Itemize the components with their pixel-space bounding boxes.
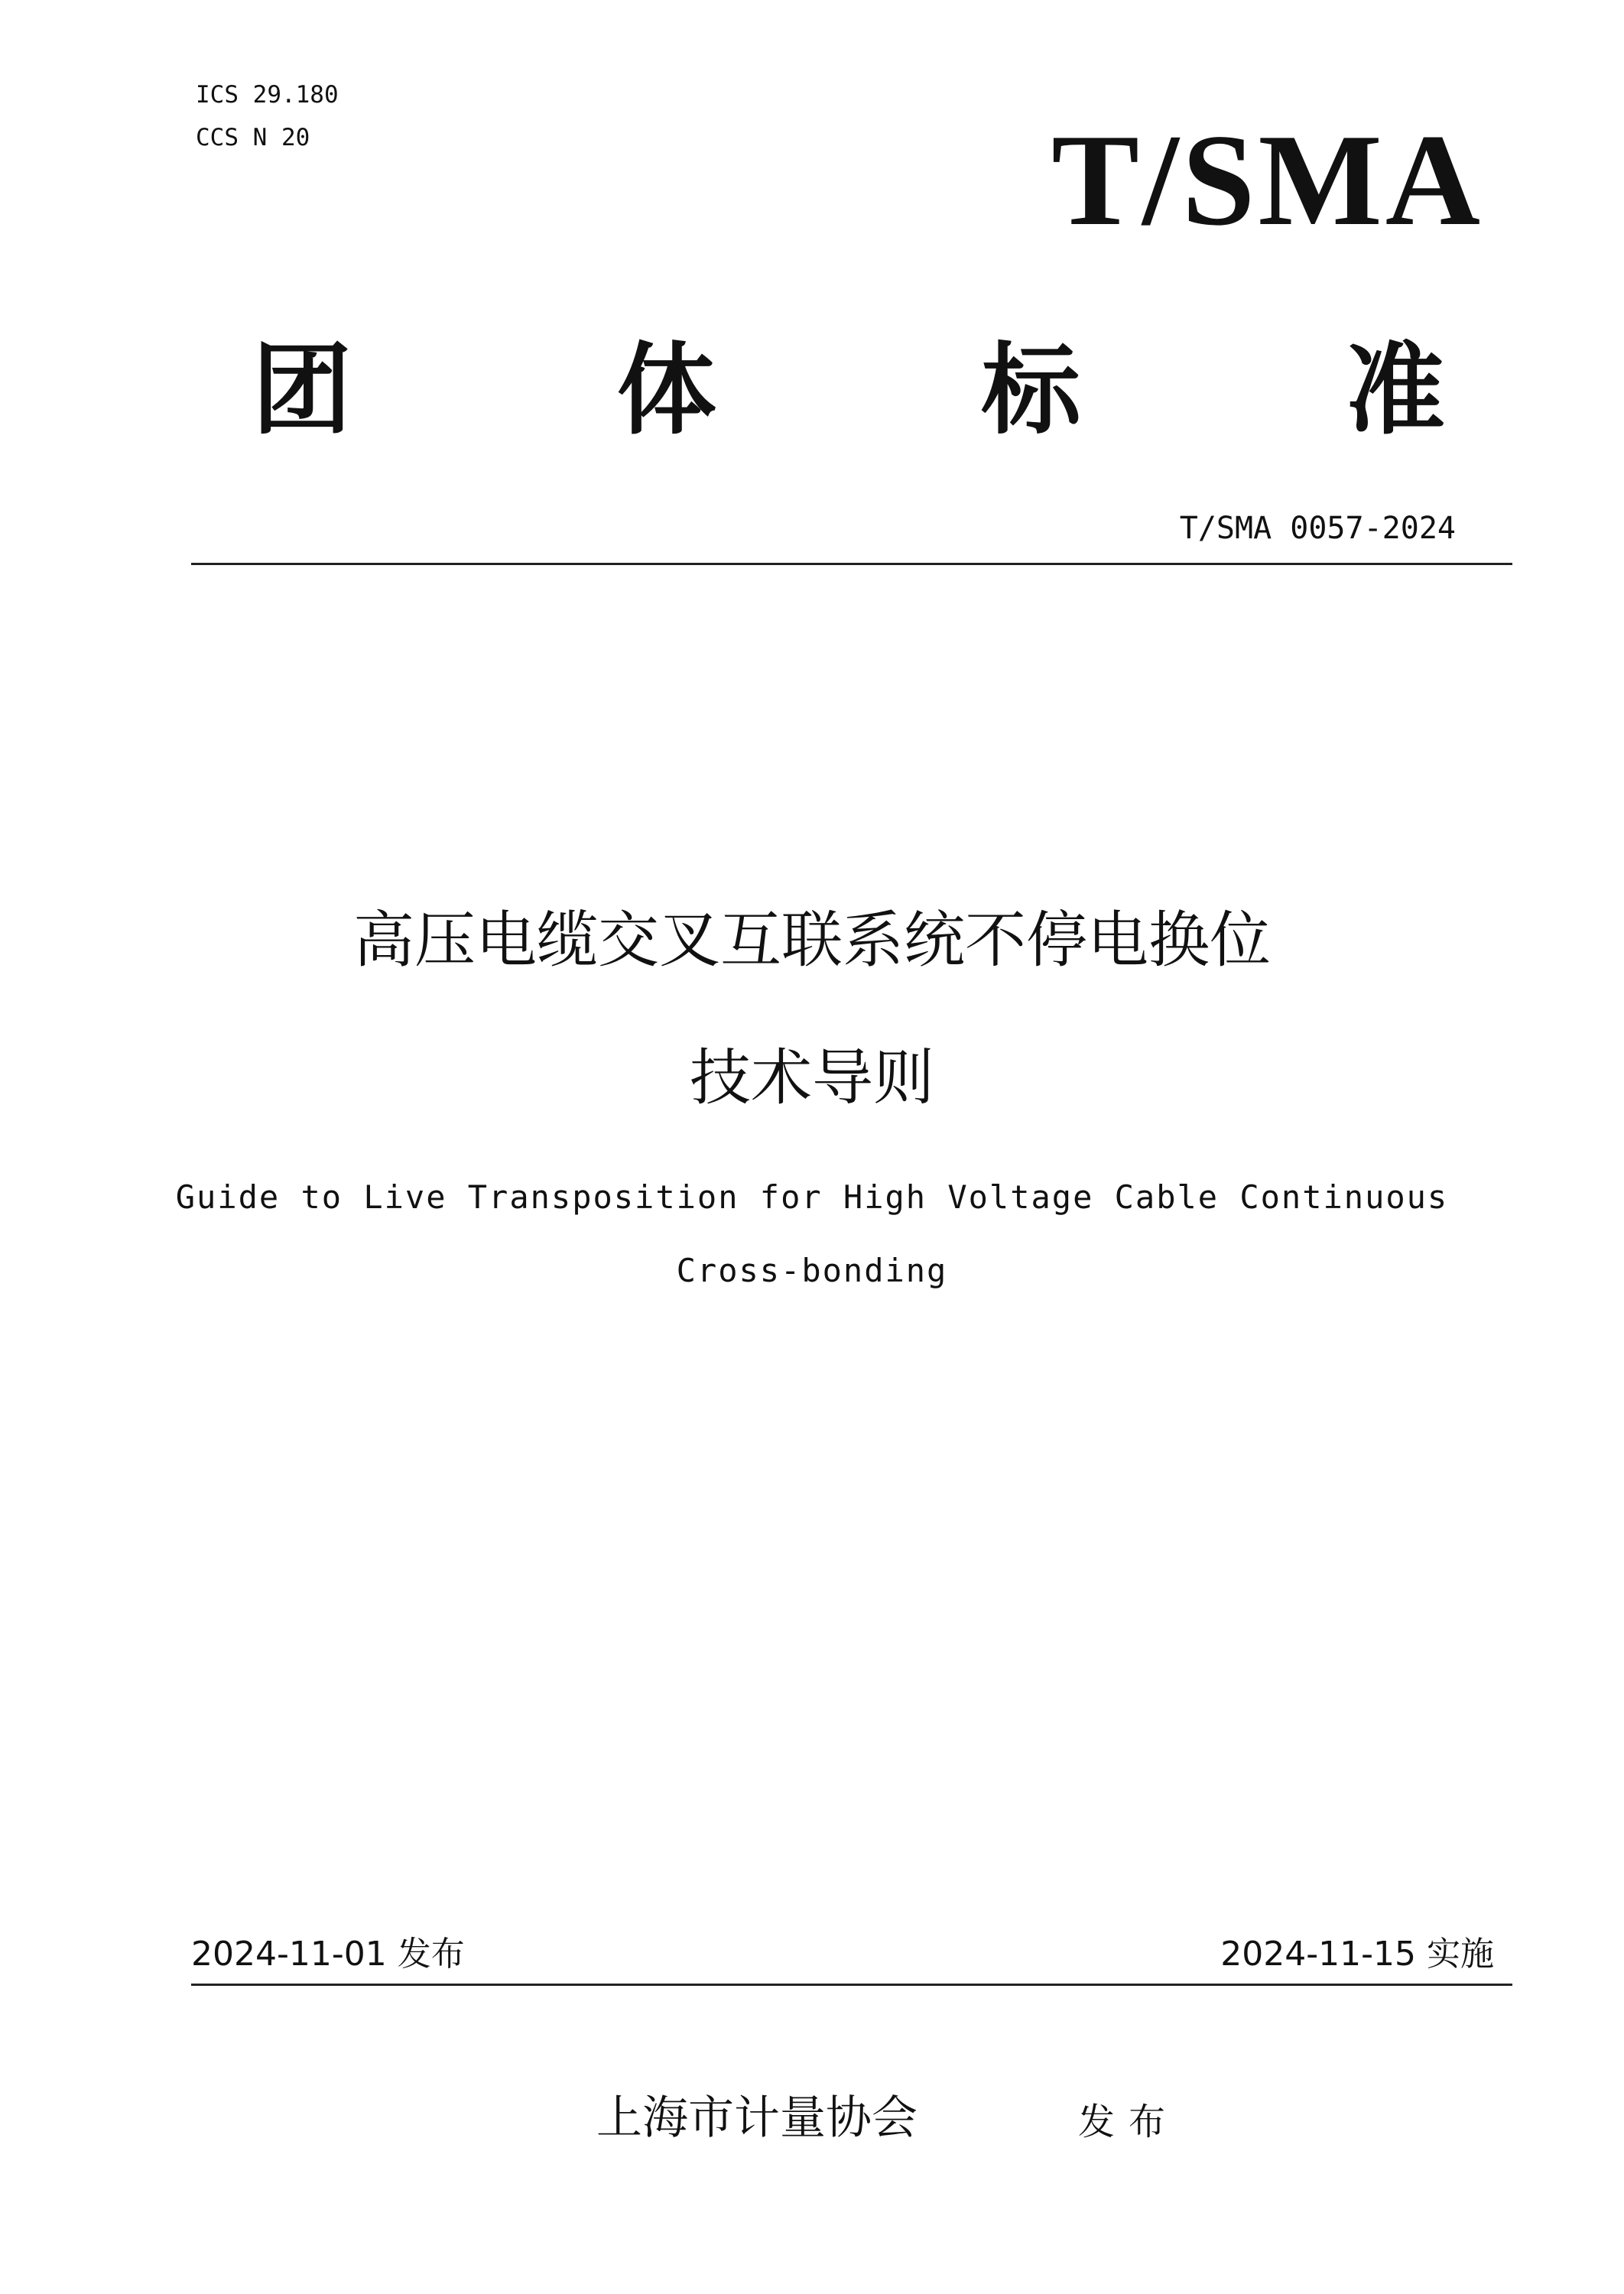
english-title-line-1: Guide to Live Transposition for High Voltage Cable Continuous	[175, 1178, 1449, 1216]
publish-label: 发布	[1078, 2101, 1180, 2143]
chinese-title-line-1: 高压电缆交叉互联系统不停电换位	[353, 905, 1271, 976]
implementation-date: 2024-11-15 实施	[1220, 1935, 1494, 1974]
standard-type-char: 体	[616, 332, 716, 448]
top-divider	[191, 563, 1512, 565]
publisher-name: 上海市计量协会	[596, 2091, 918, 2145]
issue-date: 2024-11-01 发布	[191, 1935, 465, 1974]
ics-code: ICS 29.180	[196, 81, 339, 109]
standard-type-char: 团	[252, 332, 352, 448]
standard-type-char: 准	[1345, 332, 1445, 448]
chinese-title-line-2: 技术导则	[690, 1042, 934, 1113]
english-title-line-2: Cross-bonding	[676, 1252, 948, 1289]
ccs-code: CCS N 20	[196, 124, 310, 151]
organization-code-logo: T/SMA	[1051, 108, 1483, 253]
bottom-divider	[191, 1984, 1512, 1986]
standard-type-char: 标	[981, 332, 1081, 448]
standard-type-heading	[252, 329, 1445, 451]
standard-number: T/SMA 0057-2024	[1179, 511, 1456, 546]
